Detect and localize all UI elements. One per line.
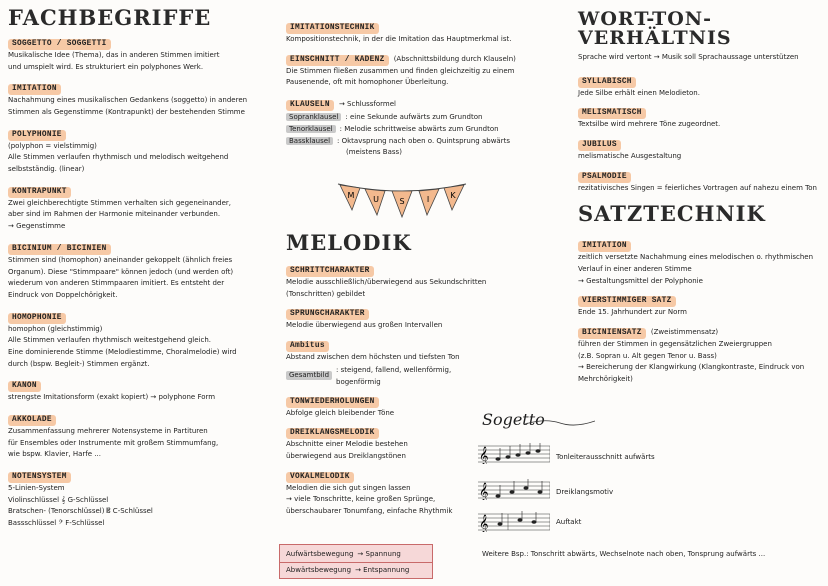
text-kontrapunkt-2: aber sind im Rahmen der Harmonie miteinander verbunden.: [8, 210, 221, 219]
text-imit-satz-1: zeitlich versetzte Nachahmung eines melodischen o. rhythmischen: [578, 253, 814, 262]
bewegung-box: [279, 544, 433, 579]
text-dreiklang-1: Abschnitte einer Melodie bestehen: [286, 440, 408, 449]
text-biciniensatz-4: Mehrchörigkeit): [578, 375, 633, 384]
text-bicinium-2: Organum). Diese "Stimmpaare" können jedoch (und werden oft): [8, 267, 234, 276]
text-ambitus-1: Abstand zwischen dem höchsten und tiefsten Ton: [286, 352, 460, 361]
soggetto-underline: [525, 418, 595, 428]
text-homophonie-1: homophon (gleichstimmig): [8, 324, 103, 333]
heading-kontrapunkt: KONTRAPUNKT: [8, 187, 71, 198]
text-imitation-2: Stimmen als Gegenstimme (Kontrapunkt) der bestehenden Stimme: [8, 108, 245, 117]
text-tenorklausel: : Melodie schrittweise abwärts zum Grundton: [339, 124, 499, 133]
text-einschnitt-note: (Abschnittsbildung durch Klauseln): [393, 54, 516, 63]
column-wort-ton-satztechnik: [578, 0, 824, 386]
text-imit-satz-3: → Gestaltungsmittel der Polyphonie: [578, 276, 703, 285]
banner-letter-i: I: [426, 195, 430, 204]
text-einschnitt-1: Die Stimmen fließen zusammen und finden gleichzeitig zu einem: [286, 66, 515, 75]
heading-jubilus: JUBILUS: [578, 140, 621, 151]
text-kontrapunkt-1: Zwei gleichberechtigte Stimmen verhalten sich gegeneinander,: [8, 198, 232, 207]
klausel-row: [286, 123, 571, 135]
text-kontrapunkt-3: → Gegenstimme: [8, 222, 66, 231]
text-biciniensatz-3: → Bereicherung der Klangwirkung (Klangkontraste, Eindruck von: [578, 363, 805, 372]
text-schritt-2: (Tonschritten) gebildet: [286, 289, 366, 298]
heading-ambitus: Ambitus: [286, 341, 329, 352]
heading-tonwiederholungen: TONWIEDERHOLUNGEN: [286, 397, 379, 408]
text-vierstimmig-1: Ende 15. Jahrhundert zur Norm: [578, 308, 687, 317]
staff-tonleiter: [478, 442, 550, 464]
text-notensystem-2: Violinschlüssel 𝄞 G-Schlüssel: [8, 495, 109, 504]
text-akkolade-3: wie bspw. Klavier, Harfe ...: [8, 450, 101, 459]
text-bassklausel-cont: (meistens Bass): [346, 147, 402, 156]
text-entspannung: → Entspannung: [355, 566, 410, 574]
text-soggetto-1: Musikalische Idee (Thema), das in anderen Stimmen imitiert: [8, 50, 220, 59]
klausel-row: [286, 111, 571, 123]
heading-vierstimmig: VIERSTIMMIGER SATZ: [578, 296, 676, 307]
heading-melismatisch: MELISMATISCH: [578, 108, 646, 119]
text-biciniensatz-2: (z.B. Sopran u. Alt gegen Tenor u. Bass): [578, 351, 717, 360]
staff-auftakt: [478, 510, 550, 532]
title-soggetto-examples: Sogetto: [482, 410, 545, 429]
svg-text:𝄞: 𝄞: [479, 482, 489, 500]
svg-text:𝄞: 𝄞: [479, 514, 489, 532]
text-homophonie-4: durch (bspw. Begleit-) Stimmen ergänzt.: [8, 359, 150, 368]
klausel-row: [286, 135, 571, 147]
text-wortton-1: Sprache wird vertont → Musik soll Sprachaussage unterstützen: [578, 53, 799, 61]
text-polyphonie-3: selbstständig. (linear): [8, 165, 85, 174]
text-bicinium-4: Eindruck von Doppelchörigkeit.: [8, 290, 118, 299]
title-fachbegriffe: FACHBEGRIFFE: [8, 5, 212, 30]
heading-einschnitt: EINSCHNITT / KADENZ: [286, 55, 389, 66]
heading-homophonie: HOMOPHONIE: [8, 313, 66, 324]
heading-notensystem: NOTENSYSTEM: [8, 472, 71, 483]
text-akkolade-1: Zusammenfassung mehrerer Notensysteme in Partituren: [8, 426, 208, 435]
heading-imitation-satz: IMITATION: [578, 241, 631, 252]
text-notensystem-3: Bratschen- (Tenorschlüssel) 𝄡 C-Schlüssel: [8, 507, 153, 516]
text-aufwaerts: Aufwärtsbewegung: [286, 550, 354, 558]
heading-vokalmelodik: VOKALMELODIK: [286, 472, 354, 483]
text-bassklausel: : Oktavsprung nach oben o. Quintsprung abwärts: [337, 136, 510, 145]
heading-bicinium: BICINIUM / BICINIEN: [8, 244, 111, 255]
text-jubilus-1: melismatische Ausgestaltung: [578, 151, 682, 160]
text-biciniensatz-1: führen der Stimmen in gegensätzlichen Zweiergruppen: [578, 340, 772, 348]
banner-letter-m: M: [347, 191, 355, 200]
label-tonleiter: Tonleiterausschnitt aufwärts: [556, 453, 655, 461]
text-sprung-1: Melodie überwiegend aus großen Intervallen: [286, 321, 443, 330]
heading-kanon: KANON: [8, 381, 41, 392]
text-bicinium-1: Stimmen sind (homophon) aneinander gekoppelt (ähnlich freies: [8, 255, 233, 264]
heading-psalmodie: PSALMODIE: [578, 172, 631, 183]
heading-schrittcharakter: SCHRITTCHARAKTER: [286, 266, 374, 277]
banner-letter-k: K: [450, 191, 456, 200]
text-imitationstechnik-1: Kompositionstechnik, in der die Imitation das Hauptmerkmal ist.: [286, 34, 512, 43]
soggetto-footer: Weitere Bsp.: Tonschritt abwärts, Wechselnote nach oben, Tonsprung aufwärts ...: [482, 550, 766, 558]
section-melodik: [286, 230, 489, 518]
title-melodik: MELODIK: [286, 230, 412, 255]
text-homophonie-3: Eine dominierende Stimme (Melodiestimme, Choralmelodie) wird: [8, 347, 237, 356]
text-dreiklang-2: überwiegend aus Dreiklangstönen: [286, 451, 406, 460]
text-einschnitt-2: Pausenende, oft mit homophoner Überleitung.: [286, 78, 449, 87]
bewegung-row: [280, 545, 432, 561]
text-syllabisch-1: Jede Silbe erhält einen Melodieton.: [578, 88, 700, 97]
tag-bassklausel: Bassklausel: [286, 137, 333, 145]
banner-letter-s: S: [399, 197, 405, 206]
text-abwaerts: Abwärtsbewegung: [286, 566, 352, 574]
banner-letter-u: U: [373, 195, 379, 204]
heading-imitationstechnik: IMITATIONSTECHNIK: [286, 23, 379, 34]
text-notensystem-1: 5-Linien-System: [8, 484, 65, 493]
text-psalmodie-1: rezitativisches Singen = feierliches Vortragen auf nahezu einem Ton: [578, 183, 817, 192]
heading-polyphonie: POLYPHONIE: [8, 130, 66, 141]
text-kanon-1: strengste Imitationsform (exakt kopiert) → polyphone Form: [8, 393, 216, 402]
text-melismatisch-1: Textsilbe wird mehrere Töne zugeordnet.: [578, 120, 721, 129]
text-tonwieder-1: Abfolge gleich bleibender Töne: [286, 408, 395, 417]
column-imitationstechnik-melodik: [286, 0, 571, 159]
column-fachbegriffe: [8, 0, 276, 530]
text-imitation-1: Nachahmung eines musikalischen Gedankens (soggetto) in anderen: [8, 96, 248, 105]
text-homophonie-2: Alle Stimmen verlaufen rhythmisch weitestgehend gleich.: [8, 336, 211, 345]
gesamtbild-row: [286, 364, 486, 388]
text-imit-satz-2: Verlauf in einer anderen Stimme: [578, 264, 692, 273]
text-bicinium-3: wiederum von anderen Stimmpaaren imitiert. Es entsteht der: [8, 279, 225, 288]
text-spannung: → Spannung: [357, 550, 401, 558]
text-akkolade-2: für Ensembles oder Instrumente mit großem Stimmumfang,: [8, 438, 219, 447]
text-polyphonie-2: Alle Stimmen verlaufen rhythmisch und melodisch weitgehend: [8, 153, 229, 162]
label-dreiklang: Dreiklangsmotiv: [556, 488, 614, 496]
tag-tenorklausel: Tenorklausel: [286, 125, 336, 133]
title-wort-ton: WORT-TON-VERHÄLTNIS: [578, 8, 732, 49]
heading-sprungcharakter: SPRUNGCHARAKTER: [286, 309, 369, 320]
heading-imitation: IMITATION: [8, 84, 61, 95]
heading-akkolade: AKKOLADE: [8, 415, 56, 426]
heading-soggetto: SOGGETTO / SOGGETTI: [8, 39, 111, 50]
tag-gesamtbild: Gesamtbild: [286, 371, 332, 379]
title-satztechnik: SATZTECHNIK: [578, 201, 766, 227]
heading-syllabisch: SYLLABISCH: [578, 77, 636, 88]
bewegung-row: [280, 564, 432, 576]
text-vokal-3: überschaubarer Tonumfang, einfache Rhythmik: [286, 507, 453, 516]
tag-sopranklausel: Sopranklausel: [286, 113, 341, 121]
text-vokal-2: → viele Tonschritte, keine großen Sprünge,: [286, 495, 436, 504]
text-biciniensatz-note: (Zweistimmensatz): [650, 328, 719, 337]
heading-klauseln: KLAUSELN: [286, 100, 334, 111]
svg-text:𝄞: 𝄞: [479, 446, 489, 464]
text-polyphonie-1: (polyphon = vielstimmig): [8, 141, 97, 150]
text-notensystem-4: Bassschlüssel 𝄢 F-Schlüssel: [8, 519, 105, 528]
heading-dreiklangsmelodik: DREIKLANGSMELODIK: [286, 428, 379, 439]
text-soggetto-2: und umspielt wird. Es strukturiert ein polyphones Werk.: [8, 62, 204, 71]
text-gesamtbild: : steigend, fallend, wellenförmig, bogenförmig: [336, 365, 452, 386]
text-schritt-1: Melodie ausschließlich/überwiegend aus Sekundschritten: [286, 277, 487, 286]
heading-biciniensatz: BICINIENSATZ: [578, 328, 646, 339]
label-auftakt: Auftakt: [556, 518, 582, 526]
staff-dreiklang: [478, 478, 550, 500]
text-vokal-1: Melodien die sich gut singen lassen: [286, 483, 411, 492]
text-sopranklausel: : eine Sekunde aufwärts zum Grundton: [345, 112, 483, 121]
text-klauseln-arrow: → Schlussformel: [338, 100, 397, 109]
musik-bunting: [336, 178, 468, 220]
